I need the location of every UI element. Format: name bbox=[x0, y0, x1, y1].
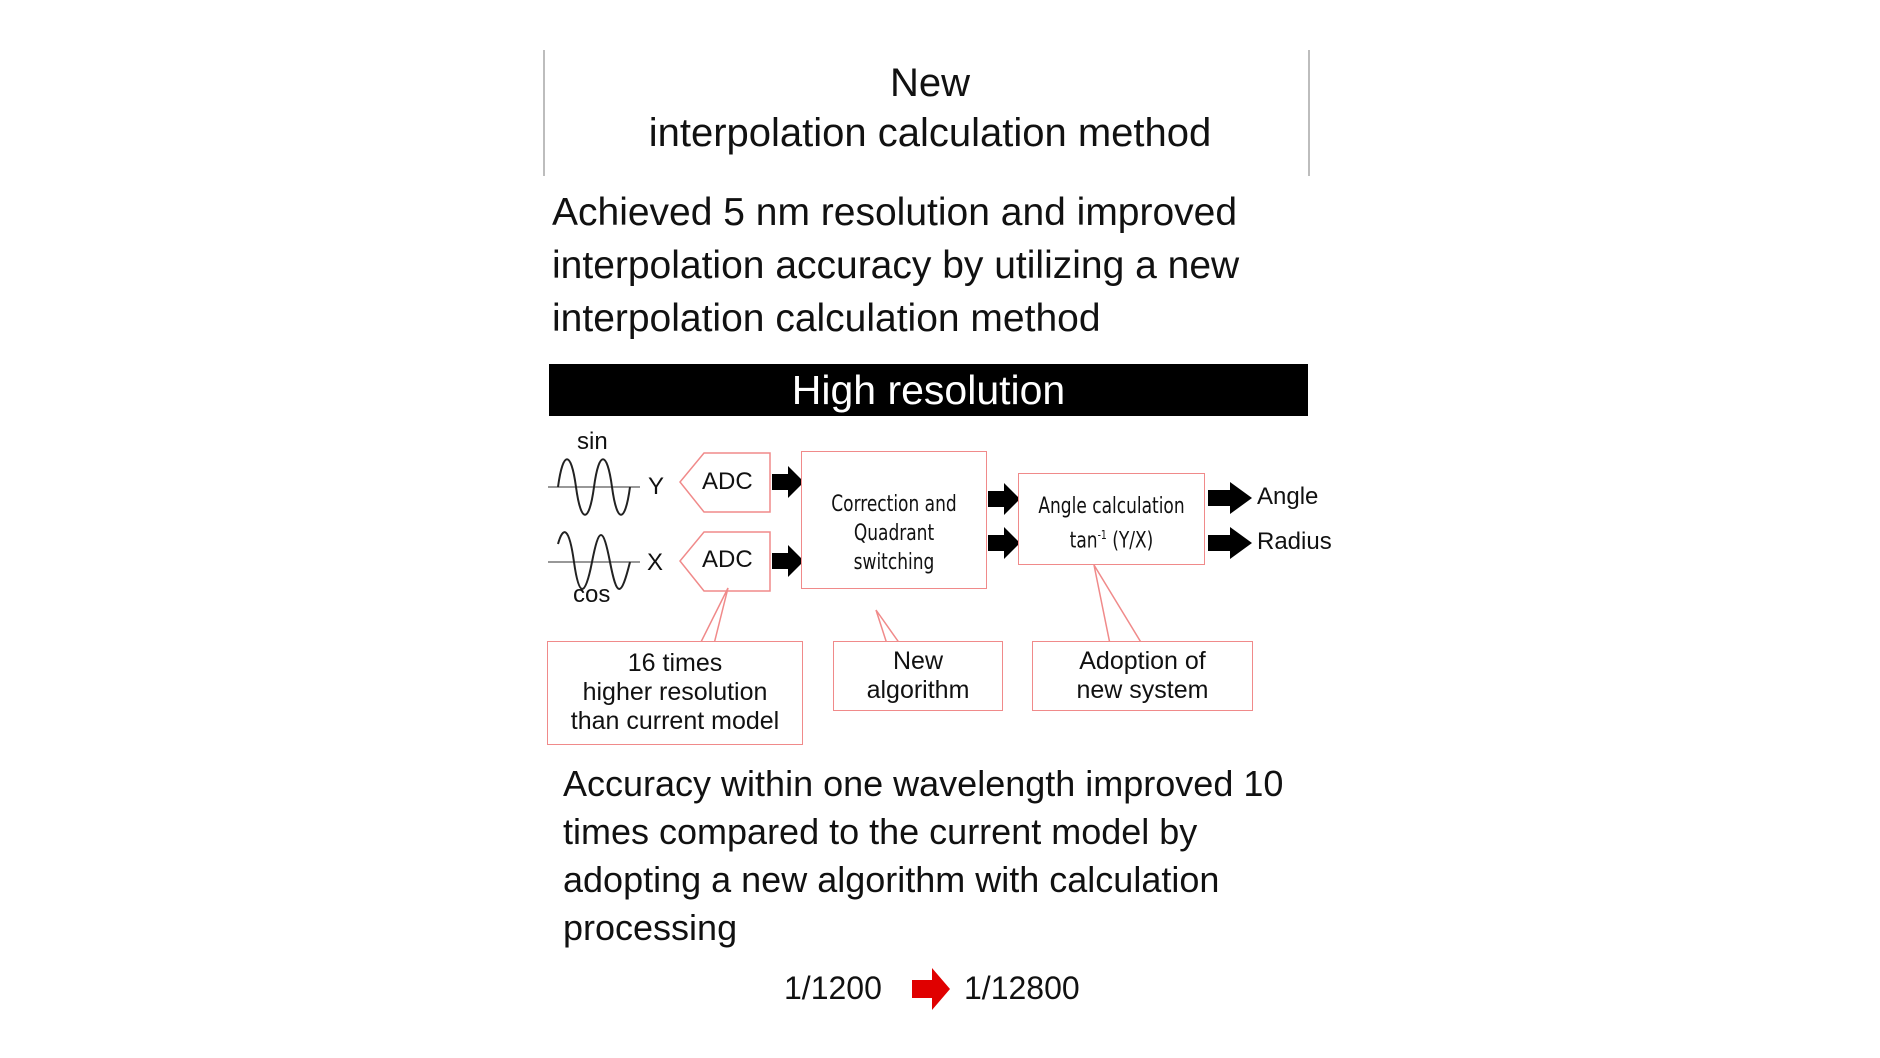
sin-label: sin bbox=[577, 428, 608, 455]
cos-label: cos bbox=[573, 581, 611, 608]
intro-text: Achieved 5 nm resolution and improved interpolation accuracy by utilizing a new interpolation calculation method bbox=[552, 191, 1240, 340]
callout-adc-resolution bbox=[547, 641, 803, 745]
title-line-2: interpolation calculation method bbox=[648, 111, 1212, 155]
title-line-1: New bbox=[889, 61, 971, 105]
arrow-correction-to-angle-2 bbox=[988, 527, 1020, 559]
callout-adc-line-1: 16 times bbox=[627, 649, 723, 677]
callout-pointer-algorithm bbox=[876, 610, 900, 644]
callout-new-system bbox=[1032, 641, 1253, 711]
improvement-arrow-icon bbox=[912, 968, 950, 1010]
angle-output-label: Angle bbox=[1257, 483, 1319, 510]
arrow-angle-output bbox=[1208, 482, 1252, 514]
radius-output-label: Radius bbox=[1257, 528, 1332, 555]
y-signal-label: Y bbox=[648, 473, 665, 500]
angle-calculation-box bbox=[1018, 473, 1205, 565]
callout-adc-line-2: higher resolution bbox=[582, 678, 768, 706]
correction-line-1: Correction and bbox=[831, 492, 957, 517]
callout-new-algorithm bbox=[833, 641, 1003, 711]
adc-top-label: ADC bbox=[702, 468, 753, 495]
callout-system-line-1: Adoption of bbox=[1079, 647, 1206, 675]
callout-system-line-2: new system bbox=[1076, 676, 1209, 704]
ratio-after: 1/12800 bbox=[964, 970, 1080, 1006]
callout-algorithm-line-2: algorithm bbox=[866, 676, 970, 704]
arrow-correction-to-angle-1 bbox=[988, 483, 1020, 515]
correction-line-2: Quadrant switching bbox=[853, 521, 935, 575]
arrow-adc-top-to-correction bbox=[772, 466, 804, 498]
correction-box bbox=[801, 451, 987, 589]
tan-argument: (Y/X) bbox=[1106, 528, 1154, 554]
arrow-radius-output bbox=[1208, 527, 1252, 559]
callout-pointer-adc bbox=[700, 588, 728, 644]
ratio-before: 1/1200 bbox=[784, 970, 882, 1006]
sin-wave-icon bbox=[548, 459, 640, 515]
adc-bottom-label: ADC bbox=[702, 546, 753, 573]
inverse-superscript: -1 bbox=[1097, 528, 1107, 542]
tan-text: tan bbox=[1069, 528, 1098, 554]
callout-algorithm-line-1: New bbox=[892, 647, 943, 675]
x-signal-label: X bbox=[647, 549, 664, 576]
angle-line-1: Angle calculation bbox=[1038, 494, 1185, 519]
callout-adc-line-3: than current model bbox=[570, 707, 780, 735]
high-resolution-banner: High resolution bbox=[549, 364, 1308, 416]
angle-formula bbox=[1032, 521, 1191, 555]
callout-pointer-system bbox=[1094, 565, 1142, 644]
arrow-adc-bottom-to-correction bbox=[772, 545, 804, 577]
accuracy-text: Accuracy within one wavelength improved 10 times compared to the current model by adopting a new algorithm with calculation processing bbox=[563, 763, 1284, 948]
